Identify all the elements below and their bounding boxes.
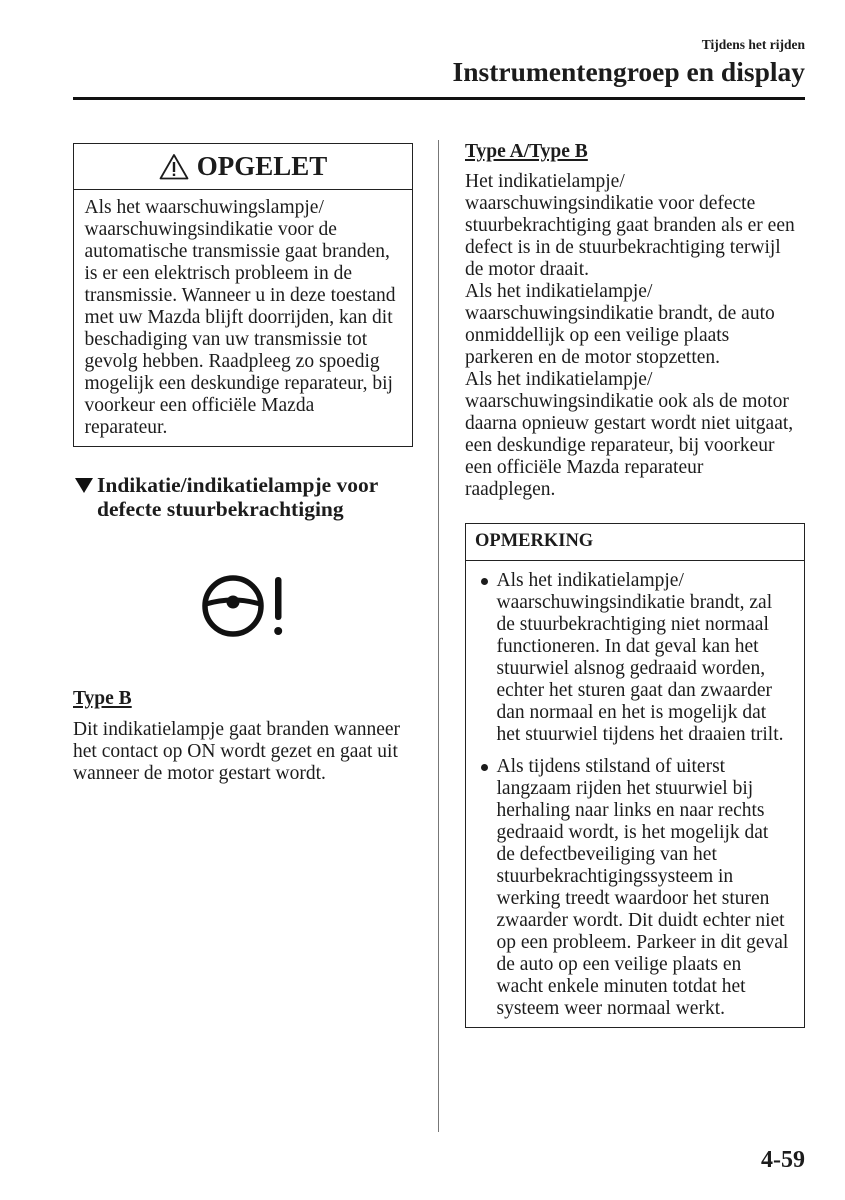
note-item-text [497, 570, 805, 746]
caution-text [74, 190, 412, 439]
warning-triangle-icon [159, 153, 189, 180]
note-title: OPMERKING [466, 524, 804, 561]
caution-title: OPGELET [196, 151, 328, 181]
type-ab-text-line: defect is in de stuurbekrachtiging terwijl [465, 237, 781, 258]
section-heading-line: Indikatie/indikatielampje voor [97, 473, 379, 497]
note-item [466, 756, 804, 1020]
type-ab-text-line: raadplegen. [465, 479, 556, 500]
note-text-line: dan normaal en het is mogelijk dat [496, 701, 767, 723]
note-text-line: de stuurbekrachtiging niet normaal [496, 613, 769, 635]
bullet-dot-icon [481, 764, 488, 771]
caution-text-line: automatische transmissie gaat branden, [84, 241, 390, 262]
caution-text-line: met uw Mazda blijft doorrijden, kan dit [84, 307, 393, 328]
bullet-dot-icon [481, 578, 488, 585]
caution-text-line: reparateur. [84, 417, 168, 438]
page-number: 4-59 [761, 1147, 805, 1173]
note-text-line: werking treedt waardoor het sturen [496, 887, 770, 909]
type-ab-text-line: de motor draait. [465, 259, 589, 280]
type-ab-text-line: Als het indikatielampje/ [465, 281, 653, 302]
exclamation-dot [274, 627, 282, 635]
note-text-line: Als het indikatielampje/ [496, 569, 684, 591]
type-ab-label: Type A/Type B [465, 141, 588, 162]
type-ab-text-line: Als het indikatielampje/ [465, 369, 653, 390]
note-text-line: het stuurwiel tijdens het draaien trilt. [496, 723, 784, 745]
note-item-text [497, 756, 805, 1020]
type-ab-text-line: Het indikatielampje/ [465, 171, 625, 192]
note-item [466, 570, 804, 746]
note-text-line: Als tijdens stilstand of uiterst [496, 755, 726, 777]
note-text-line: stuurwiel alsnog gedraaid worden, [496, 657, 766, 679]
page-title: Instrumentengroep en display [452, 56, 805, 87]
note-text-line: herhaling naar links en naar rechts [496, 799, 765, 821]
steering-wheel-hub [227, 596, 240, 609]
caution-text-line: waarschuwingsindikatie voor de [84, 219, 337, 240]
power-steering-warning-icon [196, 572, 288, 640]
header-rule [73, 97, 805, 100]
chapter-label: Tijdens het rijden [701, 37, 805, 52]
exclamation-bar [275, 577, 282, 620]
note-text-line: systeem weer normaal werkt. [496, 997, 725, 1019]
type-b-text-line: het contact op ON wordt gezet en gaat uit [73, 741, 398, 762]
type-b-text [73, 719, 400, 785]
caution-text-line: transmissie. Wanneer u in deze toestand [84, 285, 396, 306]
type-b-text-line: wanneer de motor gestart wordt. [73, 763, 326, 784]
note-text-line: stuurbekrachtigingssysteem in [496, 865, 734, 887]
caution-text-line: is er een elektrisch probleem in de [84, 263, 352, 284]
type-ab-text [465, 171, 795, 501]
column-divider [438, 140, 439, 1132]
caution-box [73, 143, 413, 447]
caution-text-line: mogelijk een deskundige reparateur, bij [84, 373, 393, 394]
note-box [465, 523, 805, 1028]
note-text-line: zwaarder wordt. Dit duidt echter niet [496, 909, 785, 931]
caution-text-line: voorkeur een officiële Mazda [84, 395, 315, 416]
note-text-line: de defectbeveiliging van het [496, 843, 717, 865]
section-heading-line: defecte stuurbekrachtiging [97, 497, 344, 521]
type-ab-text-line: stuurbekrachtiging gaat branden als er een [465, 215, 795, 236]
type-ab-text-line: een deskundige reparateur, bij voorkeur [465, 435, 775, 456]
note-text-line: de auto op een veilige plaats en [496, 953, 742, 975]
type-ab-text-line: een officiële Mazda reparateur [465, 457, 704, 478]
note-text-line: gedraaid wordt, is het mogelijk dat [496, 821, 769, 843]
section-heading [97, 473, 378, 521]
note-text-line: wacht enkele minuten totdat het [496, 975, 746, 997]
type-ab-text-line: onmiddellijk op een veilige plaats [465, 325, 730, 346]
note-text-line: functioneren. In dat geval kan het [496, 635, 759, 657]
type-ab-text-line: parkeren en de motor stopzetten. [465, 347, 721, 368]
type-b-text-line: Dit indikatielampje gaat branden wanneer [73, 719, 401, 740]
down-triangle-icon [75, 478, 93, 493]
caution-header [74, 144, 412, 190]
caution-text-line: gevolg hebben. Raadpleeg zo spoedig [84, 351, 380, 372]
caution-text-line: beschadiging van uw transmissie tot [84, 329, 368, 350]
note-text-line: op een probleem. Parkeer in dit geval [496, 931, 789, 953]
type-ab-text-line: daarna opnieuw gestart wordt niet uitgaat, [465, 413, 794, 434]
note-text-line: waarschuwingsindikatie brandt, zal [496, 591, 773, 613]
note-text-line: echter het sturen gaat dan zwaarder [496, 679, 773, 701]
caution-text-line: Als het waarschuwingslampje/ [84, 197, 324, 218]
type-b-label: Type B [73, 688, 132, 709]
note-text-line: langzaam rijden het stuurwiel bij [496, 777, 754, 799]
type-ab-text-line: waarschuwingsindikatie voor defecte [465, 193, 756, 214]
type-ab-text-line: waarschuwingsindikatie ook als de motor [465, 391, 789, 412]
note-body [466, 561, 804, 1020]
type-ab-text-line: waarschuwingsindikatie brandt, de auto [465, 303, 775, 324]
